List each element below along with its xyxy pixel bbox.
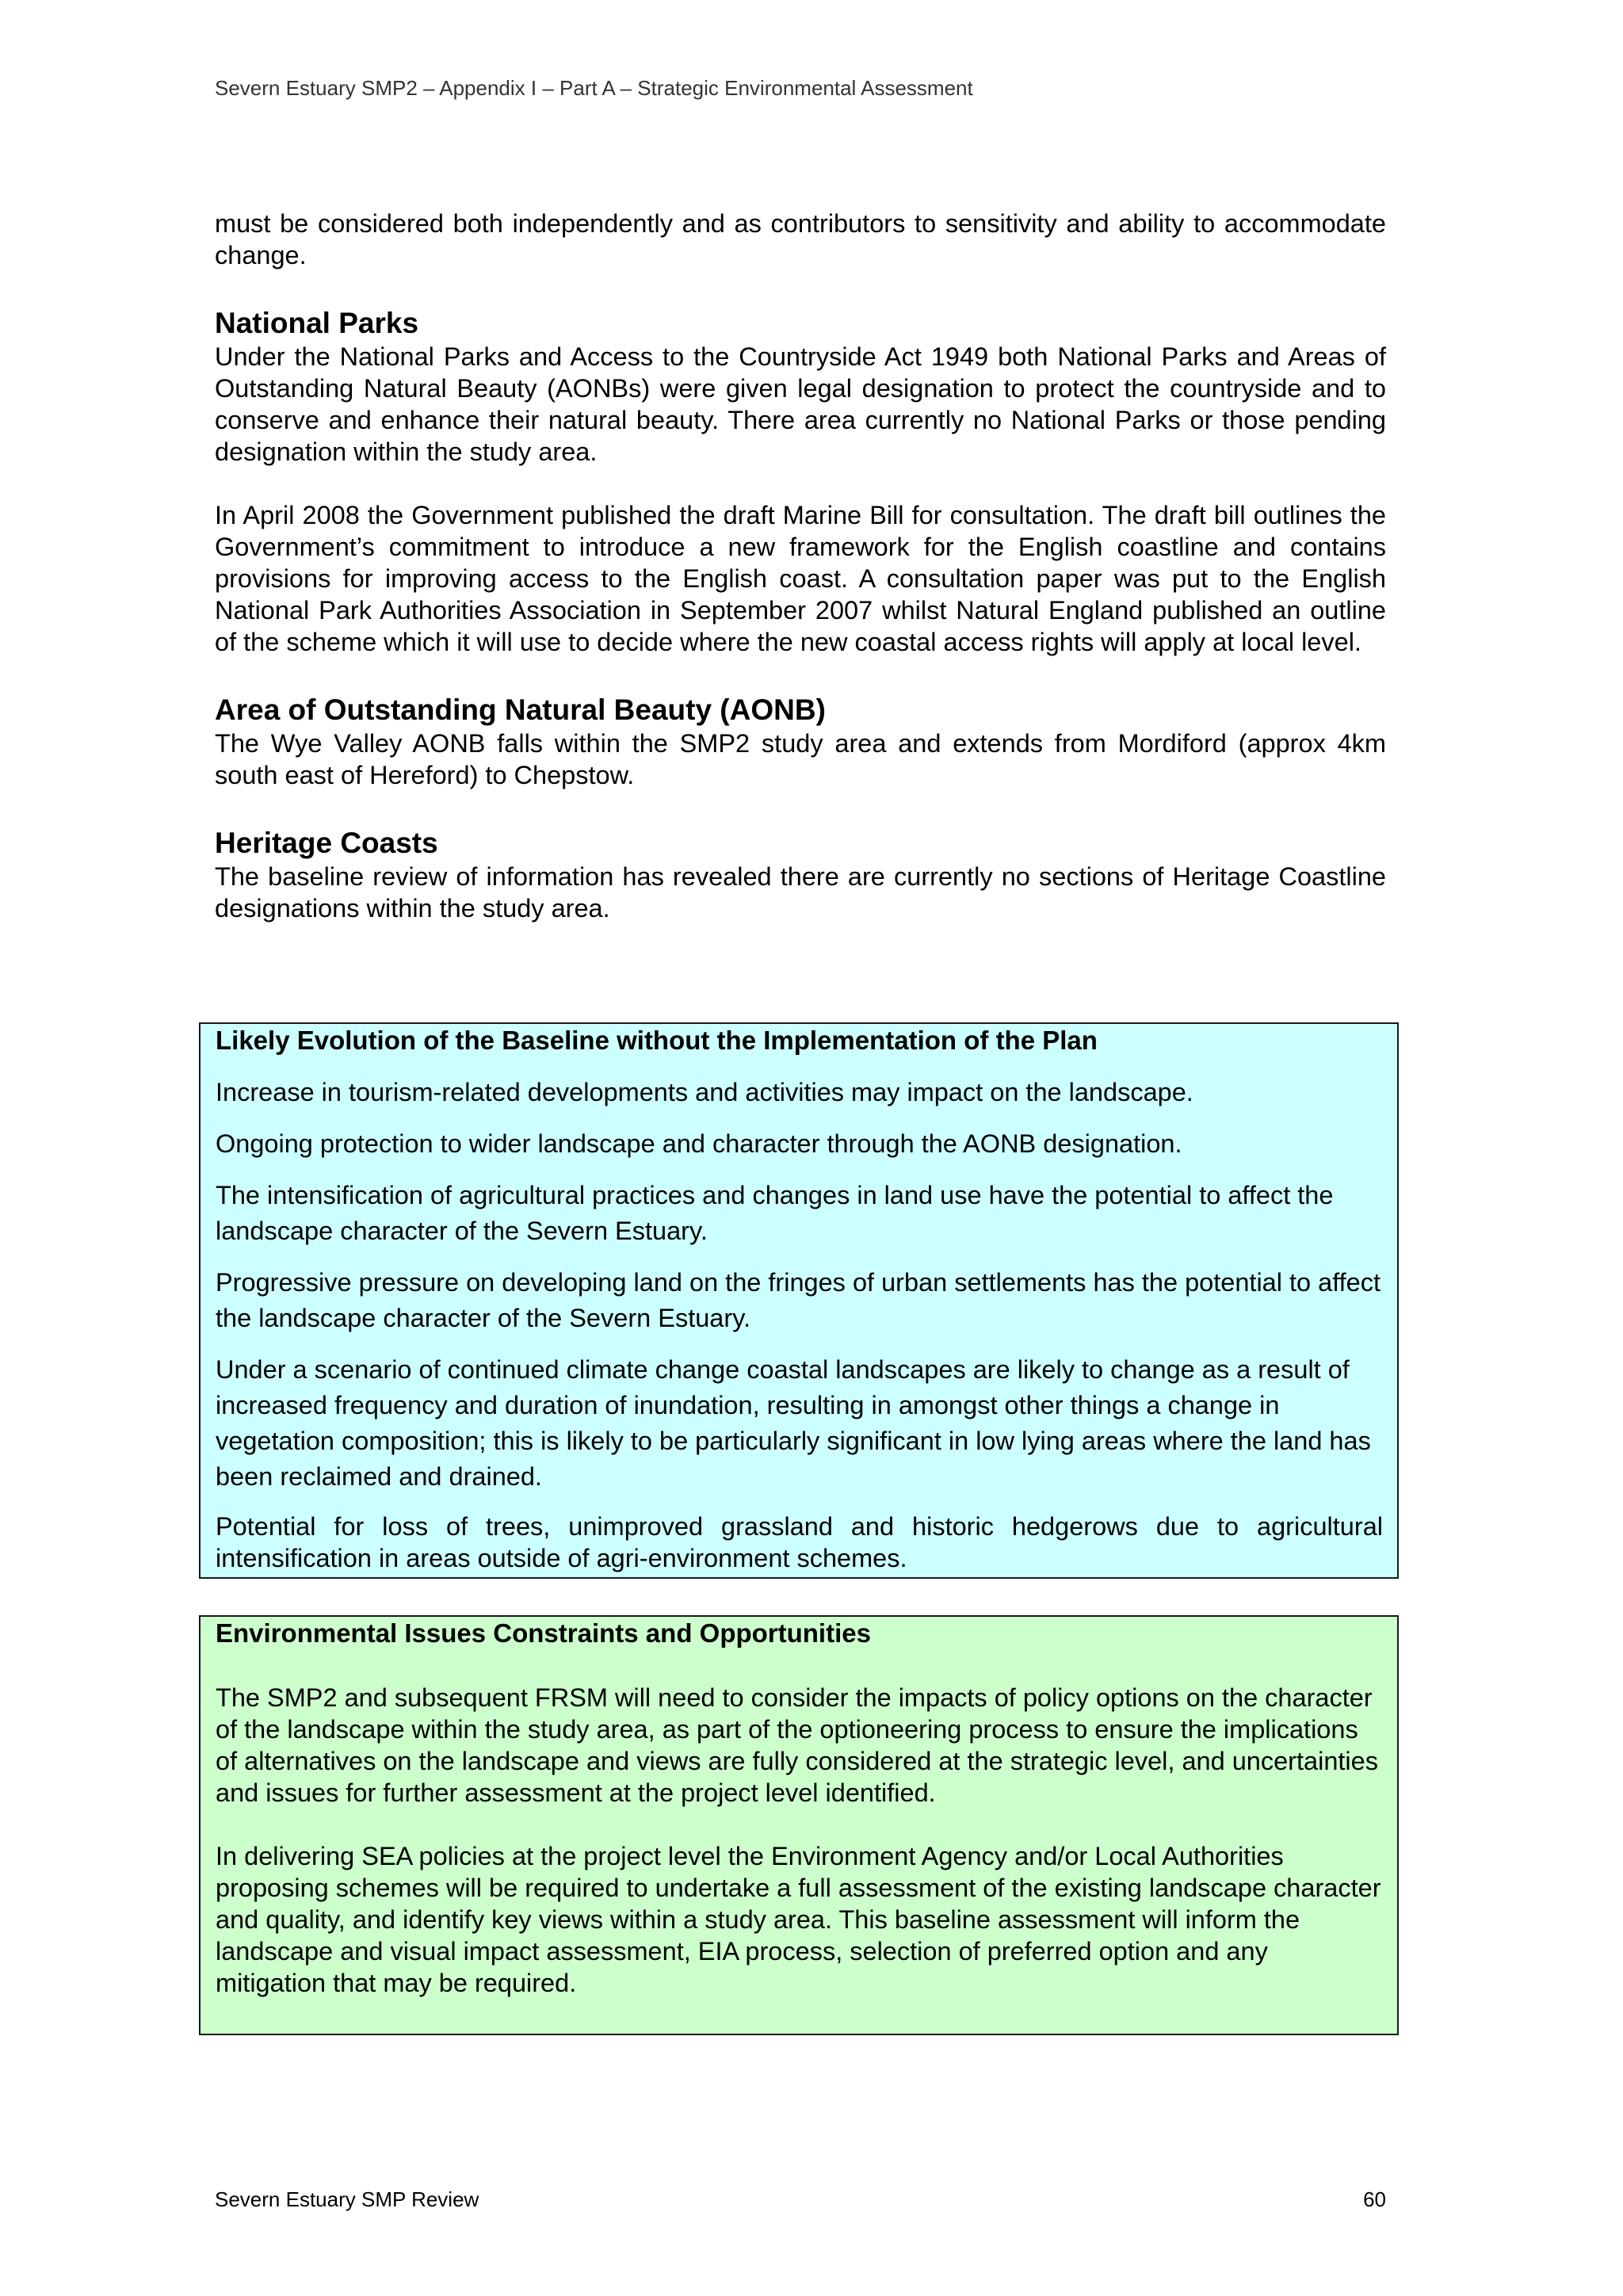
heritage-coasts-paragraph: The baseline review of information has revealed there are currently no sections of Heritage Coastline designations within the study area. <box>215 862 1386 923</box>
environmental-issues-paragraph: The SMP2 and subsequent FRSM will need to consider the impacts of policy options on the character of the landscape within the study area, as part of the optioneering process to ensure the implications of alternatives on the landscape and views are fully considered at the strategic level, and uncertainties and issues for further assessment at the project level identified. <box>216 1683 1378 1807</box>
baseline-item: Increase in tourism-related developments and activities may impact on the landscape. <box>216 1078 1193 1106</box>
environmental-issues-paragraph: In delivering SEA policies at the project level the Environment Agency and/or Local Authorities proposing schemes will be required to undertake a full assessment of the existing landscape character and quality, and identify key views within a study area. This baseline assessment will inform the landscape and visual impact assessment, EIA process, selection of preferred option and any mitigation that may be required. <box>216 1842 1381 1997</box>
section-heading-national-parks: National Parks <box>215 307 419 339</box>
baseline-item: The intensification of agricultural practices and changes in land use have the potential to affect the landscape character of the Severn Estuary. <box>216 1181 1334 1245</box>
baseline-evolution-title: Likely Evolution of the Baseline without the Implementation of the Plan <box>216 1026 1098 1055</box>
intro-paragraph: must be considered both independently and as contributors to sensitivity and ability to accommodate change. <box>215 209 1386 269</box>
baseline-item: Progressive pressure on developing land on the fringes of urban settlements has the potential to affect the landscape character of the Severn Estuary. <box>216 1268 1381 1332</box>
aonb-paragraph: The Wye Valley AONB falls within the SMP2 study area and extends from Mordiford (approx 4km south east of Hereford) to Chepstow. <box>215 729 1386 789</box>
baseline-item: Potential for loss of trees, unimproved grassland and historic hedgerows due to agricultural intensification in areas outside of agri-environment schemes. <box>216 1512 1383 1572</box>
baseline-item: Ongoing protection to wider landscape and character through the AONB designation. <box>216 1129 1182 1158</box>
environmental-issues-title: Environmental Issues Constraints and Opportunities <box>216 1618 871 1648</box>
section-heading-heritage-coasts: Heritage Coasts <box>215 827 438 859</box>
page-number: 60 <box>1363 2187 1386 2211</box>
running-footer: Severn Estuary SMP Review <box>215 2187 479 2211</box>
national-parks-paragraph-2: In April 2008 the Government published the draft Marine Bill for consultation. The draft bill outlines the Government’s commitment to introduce a new framework for the English coastline and contains provisions for improving access to the English coast. A consultation paper was put to the English National Park Authorities Association in September 2007 whilst Natural England published an outline of the scheme which it will use to decide where the new coastal access rights will apply at local level. <box>215 501 1386 656</box>
environmental-issues-box <box>199 1615 1399 2035</box>
baseline-evolution-box <box>199 1022 1399 1579</box>
running-header: Severn Estuary SMP2 – Appendix I – Part A – Strategic Environmental Assessment <box>215 76 973 100</box>
national-parks-paragraph-1: Under the National Parks and Access to the Countryside Act 1949 both National Parks and Areas of Outstanding Natural Beauty (AONBs) were given legal designation to protect the countryside and to conserve and enhance their natural beauty. There area currently no National Parks or those pending designation within the study area. <box>215 342 1386 466</box>
baseline-item: Under a scenario of continued climate change coastal landscapes are likely to change as a result of increased frequency and duration of inundation, resulting in amongst other things a change in vegetation composition; this is likely to be particularly significant in low lying areas where the land has been reclaimed and drained. <box>216 1355 1371 1491</box>
main-content <box>215 208 1386 924</box>
section-heading-aonb: Area of Outstanding Natural Beauty (AONB) <box>215 693 826 726</box>
